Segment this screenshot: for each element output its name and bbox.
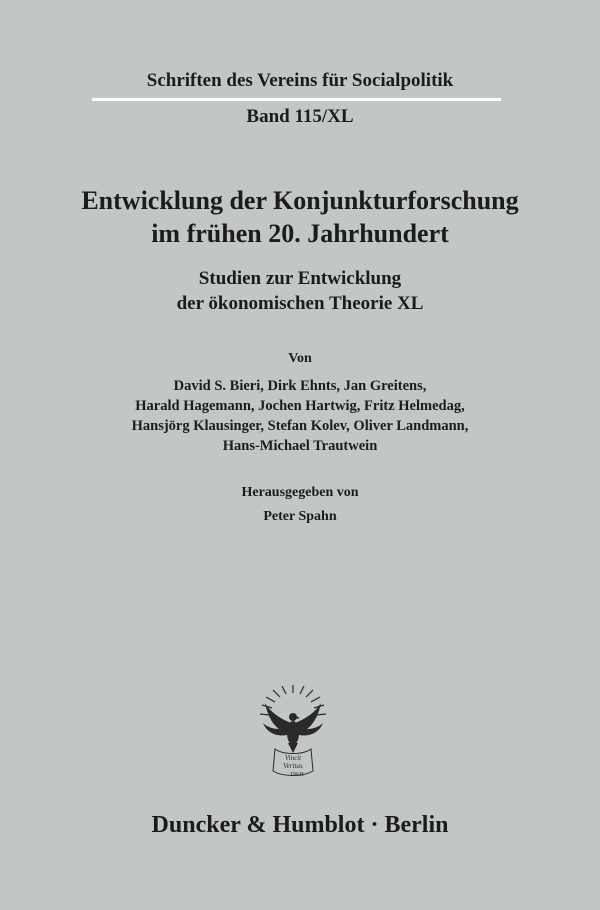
book-title (0, 184, 600, 250)
author-line: Harald Hagemann, Jochen Hartwig, Fritz Helmedag, (135, 398, 465, 414)
editor-name: Peter Spahn (263, 509, 337, 524)
eagle-emblem-icon (253, 683, 333, 783)
author-line: Hansjörg Klausinger, Stefan Kolev, Oliver Landmann, (131, 418, 469, 434)
author-list (0, 376, 600, 456)
by-label: Von (288, 351, 312, 366)
title-line: Entwicklung der Konjunkturforschung (81, 186, 519, 215)
volume-number: Band 115/XL (246, 106, 354, 127)
book-subtitle (0, 266, 600, 316)
author-line: David S. Bieri, Dirk Ehnts, Jan Greitens, (173, 378, 427, 394)
editor-label: Herausgegeben von (241, 485, 359, 500)
emblem-motto-line: Vincit (284, 754, 302, 762)
subtitle-line: der ökonomischen Theorie XL (176, 293, 424, 314)
series-title: Schriften des Vereins für Socialpolitik (146, 70, 454, 91)
title-line: im frühen 20. Jahrhundert (151, 219, 449, 248)
subtitle-line: Studien zur Entwicklung (198, 268, 402, 289)
author-line: Hans-Michael Trautwein (222, 438, 378, 454)
emblem-initials: D&H (290, 772, 304, 778)
emblem-motto-line: Veritas (283, 762, 303, 770)
publisher-line: Duncker & Humblot · Berlin (151, 812, 449, 838)
divider-rule (92, 98, 501, 101)
